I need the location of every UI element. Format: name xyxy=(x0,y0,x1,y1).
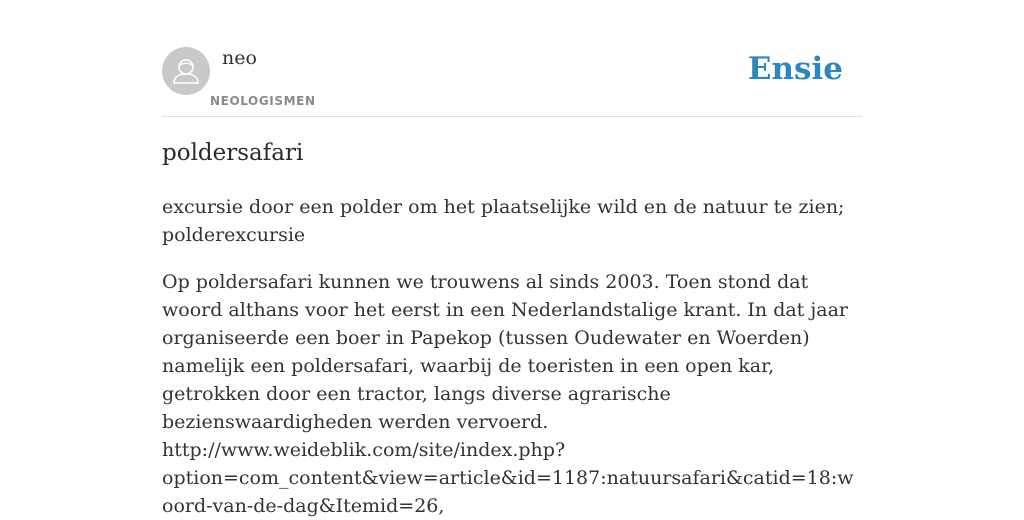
source-link[interactable]: http://www.weideblik.com/site/index.php?option=com_content&view=article&id=1187:natuursafari&catid=18:woord-van-de-dag&Itemid=26, xyxy=(162,439,854,517)
user-icon xyxy=(162,47,210,95)
entry-card xyxy=(162,0,862,517)
entry-header xyxy=(162,0,862,117)
entry-definition: excursie door een polder om het plaatselijke wild en de natuur te zien; polderexcursie xyxy=(162,196,845,246)
brand-logo[interactable]: Ensie xyxy=(747,51,843,87)
entry-term: poldersafari xyxy=(162,140,304,166)
example-text: Op poldersafari kunnen we trouwens al sinds 2003. Toen stond dat woord althans voor het eerst in een Nederlandstalige krant. In dat jaar organiseerde een boer in Papekop (tussen Oudewater en Woerden) namelijk een poldersafari, waarbij de toeristen in een open kar, getrokken door een tractor, langs diverse agrarische bezienswaardigheden werden vervoerd. xyxy=(162,271,848,433)
author-name[interactable]: neo xyxy=(222,47,257,69)
avatar[interactable] xyxy=(162,47,210,95)
dictionary-name[interactable]: NEOLOGISMEN xyxy=(210,94,316,108)
entry-example xyxy=(162,268,862,520)
